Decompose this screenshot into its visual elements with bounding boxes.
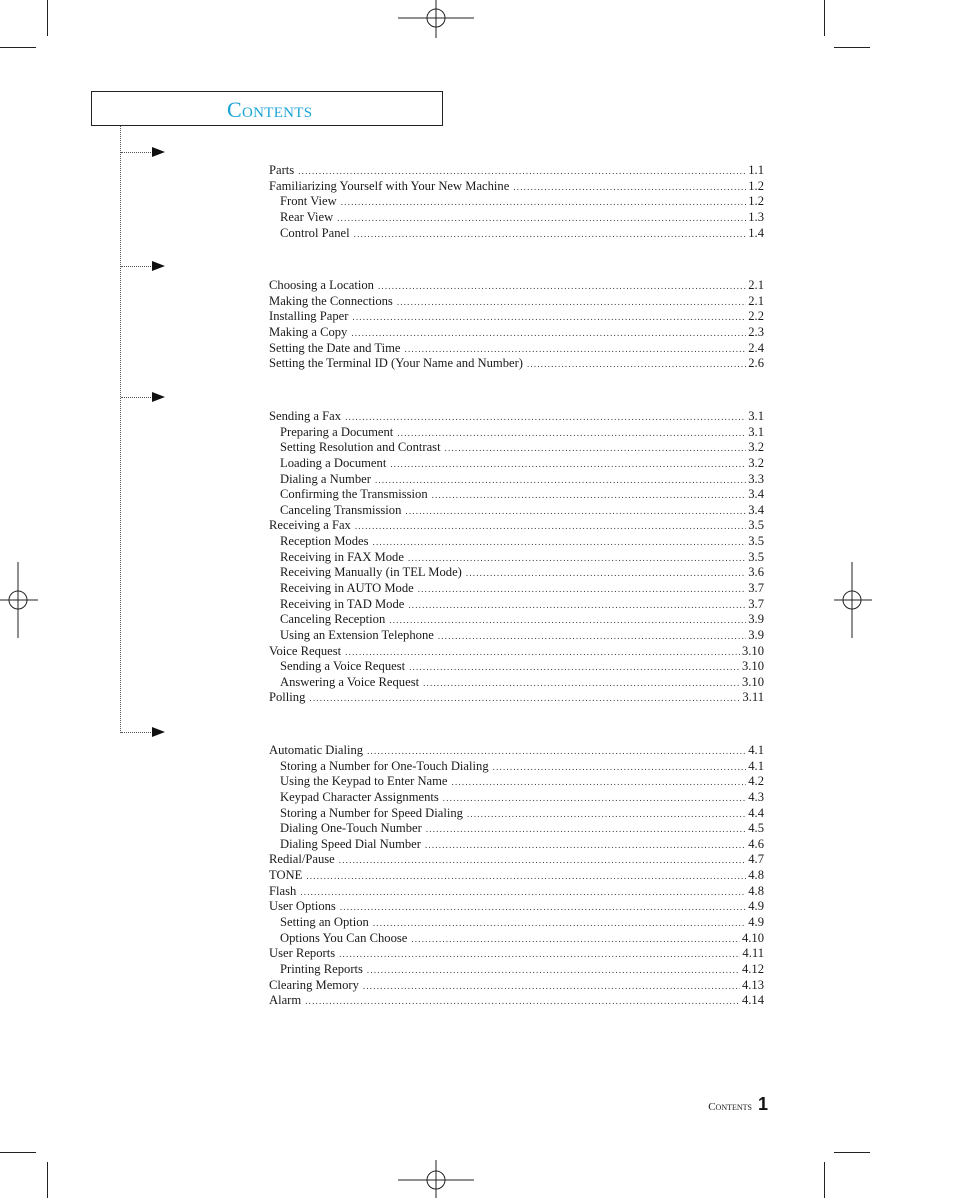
toc-entry-label: Clearing Memory [269,977,359,992]
toc-entry-label: Front View [280,194,337,209]
toc-entry-label: Redial/Pause [269,852,335,867]
toc-entry-page: 3.9 [748,627,764,642]
toc-leader-dots [340,899,746,915]
page-title: Contents [227,97,313,122]
toc-leader-dots [418,581,747,597]
toc-leader-dots [408,550,746,566]
toc-entry-label: Sending a Fax [269,409,342,423]
page-number: 1 [757,1094,768,1114]
toc-entry-label: Parts [269,163,295,177]
toc-entry-page: 3.6 [748,565,764,580]
toc-entry[interactable] [269,689,764,705]
toc-entry[interactable] [269,742,764,758]
toc-entry-label: Choosing a Location [269,278,374,292]
toc-entry-label: Preparing a Document [280,424,394,439]
toc-entry-page: 4.14 [741,993,764,1008]
toc-entry-label: Setting the Date and Time [269,340,401,355]
toc-entry-label: User Options [269,899,336,914]
crop-mark [824,1162,825,1198]
toc-leader-dots [390,456,746,472]
toc-entry[interactable] [280,805,764,821]
toc-leader-dots [405,341,747,357]
toc-entry[interactable] [280,627,764,643]
toc-entry-label: Answering a Voice Request [280,674,420,689]
toc-entry[interactable] [280,209,764,225]
toc-entry[interactable] [280,658,764,674]
toc-leader-dots [389,612,746,628]
toc-entry-page: 3.5 [748,518,764,533]
toc-entry-label: Loading a Document [280,455,387,470]
toc-entry-label: Familiarizing Yourself with Your New Machine [269,178,510,193]
toc-leader-dots [467,806,746,822]
toc-entry-page: 1.2 [748,194,764,209]
toc-entry-page: 1.3 [748,209,764,224]
toc-entry-page: 2.3 [748,324,764,339]
toc-entry[interactable] [280,836,764,852]
toc-entry-page: 4.11 [742,946,764,961]
toc-entry[interactable] [269,355,764,371]
contents-title-box [91,91,443,126]
toc-entry[interactable] [280,758,764,774]
toc-leader-dots [373,534,747,550]
toc-entry-page: 3.9 [748,612,764,627]
toc-entry-label: Voice Request [269,643,342,658]
footer-label: Contents [708,1101,752,1113]
toc-entry-label: Setting Resolution and Contrast [280,440,441,455]
toc-entry[interactable] [280,773,764,789]
section-branch-3 [121,397,153,398]
arrow-icon [152,392,165,402]
toc-entry-page: 4.1 [748,758,764,773]
toc-leader-dots [409,659,740,675]
toc-entry-label: Alarm [269,993,302,1008]
toc-entry[interactable] [269,851,764,867]
toc-leader-dots [445,440,747,456]
toc-leader-dots [306,868,746,884]
toc-entry[interactable] [269,992,764,1008]
toc-entry[interactable] [269,340,764,356]
arrow-icon [152,147,165,157]
toc-leader-dots [425,837,746,853]
toc-entry-label: Setting the Terminal ID (Your Name and Number) [269,356,523,371]
toc-entry-page: 4.5 [748,821,764,836]
toc-entry[interactable] [269,867,764,883]
toc-leader-dots [397,294,746,310]
toc-entry-label: Storing a Number for One-Touch Dialing [280,758,489,773]
toc-entry-page: 3.10 [741,674,764,689]
toc-entry[interactable] [269,324,764,340]
toc-entry-page: 2.4 [748,340,764,355]
arrow-icon [152,727,165,737]
toc-entry-label: Printing Reports [280,961,363,976]
toc-entry-page: 3.2 [748,455,764,470]
crop-mark [47,1162,48,1198]
toc-entry[interactable] [269,945,764,961]
toc-entry[interactable] [269,883,764,899]
toc-entry-page: 4.9 [748,899,764,914]
toc-entry[interactable] [269,408,764,424]
toc-entry-page: 3.2 [748,440,764,455]
toc-leader-dots [466,565,746,581]
toc-entry-page: 4.13 [741,977,764,992]
toc-entry[interactable] [269,977,764,993]
toc-entry-page: 4.8 [748,868,764,882]
toc-entry[interactable] [269,517,764,533]
toc-leader-dots [426,821,746,837]
toc-leader-dots [513,179,746,195]
toc-entry-page: 3.5 [748,549,764,564]
toc-entry-label: Receiving in FAX Mode [280,549,404,564]
toc-leader-dots [305,993,740,1009]
toc-entry[interactable] [280,424,764,440]
toc-entry-page: 3.10 [741,643,764,658]
registration-mark-bottom [398,1160,474,1198]
toc-entry-label: Canceling Reception [280,612,386,627]
toc-entry[interactable] [280,789,764,805]
toc-entry-label: Dialing Speed Dial Number [280,836,421,851]
toc-entry-label: Receiving Manually (in TEL Mode) [280,565,462,580]
toc-entry-label: Flash [269,883,297,898]
toc-entry[interactable] [269,308,764,324]
toc-entry-page: 4.3 [748,789,764,804]
toc-leader-dots [397,425,746,441]
toc-entry-label: Canceling Transmission [280,502,402,517]
toc-leader-dots [443,790,746,806]
toc-leader-dots [378,278,746,294]
toc-leader-dots [527,356,746,372]
toc-entry-label: Installing Paper [269,309,349,324]
toc-entry-label: TONE [269,868,303,882]
toc-leader-dots [375,472,746,488]
toc-entry-label: Sending a Voice Request [280,659,406,674]
toc-entry-label: Receiving in AUTO Mode [280,580,414,595]
toc-leader-dots [345,409,746,425]
toc-entry-page: 4.8 [748,883,764,898]
crop-mark [47,0,48,36]
toc-entry-page: 2.1 [748,293,764,308]
toc-entry-page: 2.2 [748,309,764,324]
toc-leader-dots [367,962,740,978]
registration-mark-top [398,0,474,38]
toc-entry[interactable] [280,961,764,977]
crop-mark [834,47,870,48]
toc-entry-label: Keypad Character Assignments [280,789,439,804]
toc-leader-dots [354,226,747,242]
toc-entry-page: 4.9 [748,914,764,929]
toc-leader-dots [373,915,746,931]
crop-mark [0,1152,36,1153]
registration-mark-left [0,562,38,638]
toc-entry[interactable] [280,486,764,502]
toc-leader-dots [341,194,747,210]
toc-entry-label: Using an Extension Telephone [280,627,434,642]
toc-entry-label: Polling [269,690,306,705]
toc-leader-dots [423,675,740,691]
toc-leader-dots [300,884,746,900]
toc-entry-page: 1.1 [748,163,764,177]
toc-entry-label: Options You Can Choose [280,930,408,945]
toc-entry-page: 3.10 [741,659,764,674]
toc-leader-dots [352,309,746,325]
toc-entry[interactable] [269,293,764,309]
toc-entry[interactable] [280,611,764,627]
toc-entry[interactable] [269,162,764,178]
toc-entry[interactable] [280,225,764,241]
toc-leader-dots [493,759,747,775]
toc-leader-dots [351,325,746,341]
toc-entry-page: 2.1 [748,278,764,292]
toc-entry-label: Using the Keypad to Enter Name [280,774,448,789]
toc-entry-page: 3.7 [748,596,764,611]
toc-entry-page: 3.1 [748,409,764,423]
toc-entry[interactable] [280,914,764,930]
toc-leader-dots [438,628,746,644]
toc-leader-dots [405,503,746,519]
toc-leader-dots [345,644,740,660]
toc-entry-label: Control Panel [280,225,350,240]
toc-leader-dots [452,774,747,790]
toc-entry-page: 4.4 [748,805,764,820]
toc-entry-label: Reception Modes [280,534,369,548]
toc-entry-page: 3.3 [748,471,764,486]
arrow-icon [152,261,165,271]
toc-leader-dots [337,210,746,226]
toc-entry-label: Setting an Option [280,914,369,929]
page-footer [708,1094,768,1115]
toc-entry-label: Automatic Dialing [269,743,364,757]
toc-entry-label: User Reports [269,946,336,961]
toc-entry-page: 3.4 [748,487,764,502]
toc-entry-label: Receiving in TAD Mode [280,596,405,611]
toc-entry[interactable] [280,439,764,455]
toc-entry[interactable] [280,455,764,471]
section-branch-1 [121,152,153,153]
toc-entry[interactable] [280,580,764,596]
toc-leader-dots [411,931,740,947]
toc-entry[interactable] [280,471,764,487]
toc-leader-dots [432,487,747,503]
toc-entry-label: Dialing a Number [280,471,371,486]
toc-entry-label: Dialing One-Touch Number [280,821,422,836]
crop-mark [824,0,825,36]
toc-leader-dots [339,852,746,868]
toc-leader-dots [309,690,740,706]
toc-entry-page: 4.1 [748,743,764,757]
toc-leader-dots [363,978,740,994]
toc-entry-page: 4.6 [748,836,764,851]
toc-entry-label: Confirming the Transmission [280,487,428,502]
toc-entry-label: Rear View [280,209,334,224]
toc-entry[interactable] [280,193,764,209]
toc-entry[interactable] [280,596,764,612]
toc-entry-label: Making the Connections [269,293,393,308]
toc-entry-page: 3.4 [748,502,764,517]
registration-mark-right [834,562,872,638]
crop-mark [0,47,36,48]
toc-entry-page: 2.6 [748,356,764,371]
toc-entry[interactable] [280,502,764,518]
toc-entry[interactable] [269,643,764,659]
toc-leader-dots [355,518,746,534]
toc-leader-dots [339,946,740,962]
toc-entry[interactable] [280,930,764,946]
toc-entry[interactable] [280,533,764,549]
toc-entry-page: 3.11 [742,690,764,705]
toc-entry[interactable] [280,549,764,565]
toc-entry[interactable] [269,178,764,194]
toc-entry-label: Storing a Number for Speed Dialing [280,805,463,820]
toc-leader-dots [408,597,746,613]
section-connector-line [120,126,121,733]
toc-entry[interactable] [280,820,764,836]
toc-entry-label: Receiving a Fax [269,518,351,533]
toc-entry[interactable] [280,564,764,580]
toc-leader-dots [367,743,746,759]
toc-entry[interactable] [269,277,764,293]
toc-entry-page: 4.2 [748,774,764,789]
toc-entry-page: 1.4 [748,225,764,240]
toc-entry-page: 4.7 [748,852,764,867]
toc-entry-page: 3.5 [748,534,764,548]
section-branch-4 [121,732,153,733]
crop-mark [834,1152,870,1153]
toc-entry-page: 3.7 [748,580,764,595]
toc-entry[interactable] [269,898,764,914]
toc-entry[interactable] [280,674,764,690]
toc-entry-page: 4.12 [741,961,764,976]
toc-leader-dots [298,163,746,179]
toc-entry-label: Making a Copy [269,324,348,339]
toc-entry-page: 1.2 [748,178,764,193]
toc-entry-page: 3.1 [748,424,764,439]
toc-entry-page: 4.10 [741,930,764,945]
section-branch-2 [121,266,153,267]
